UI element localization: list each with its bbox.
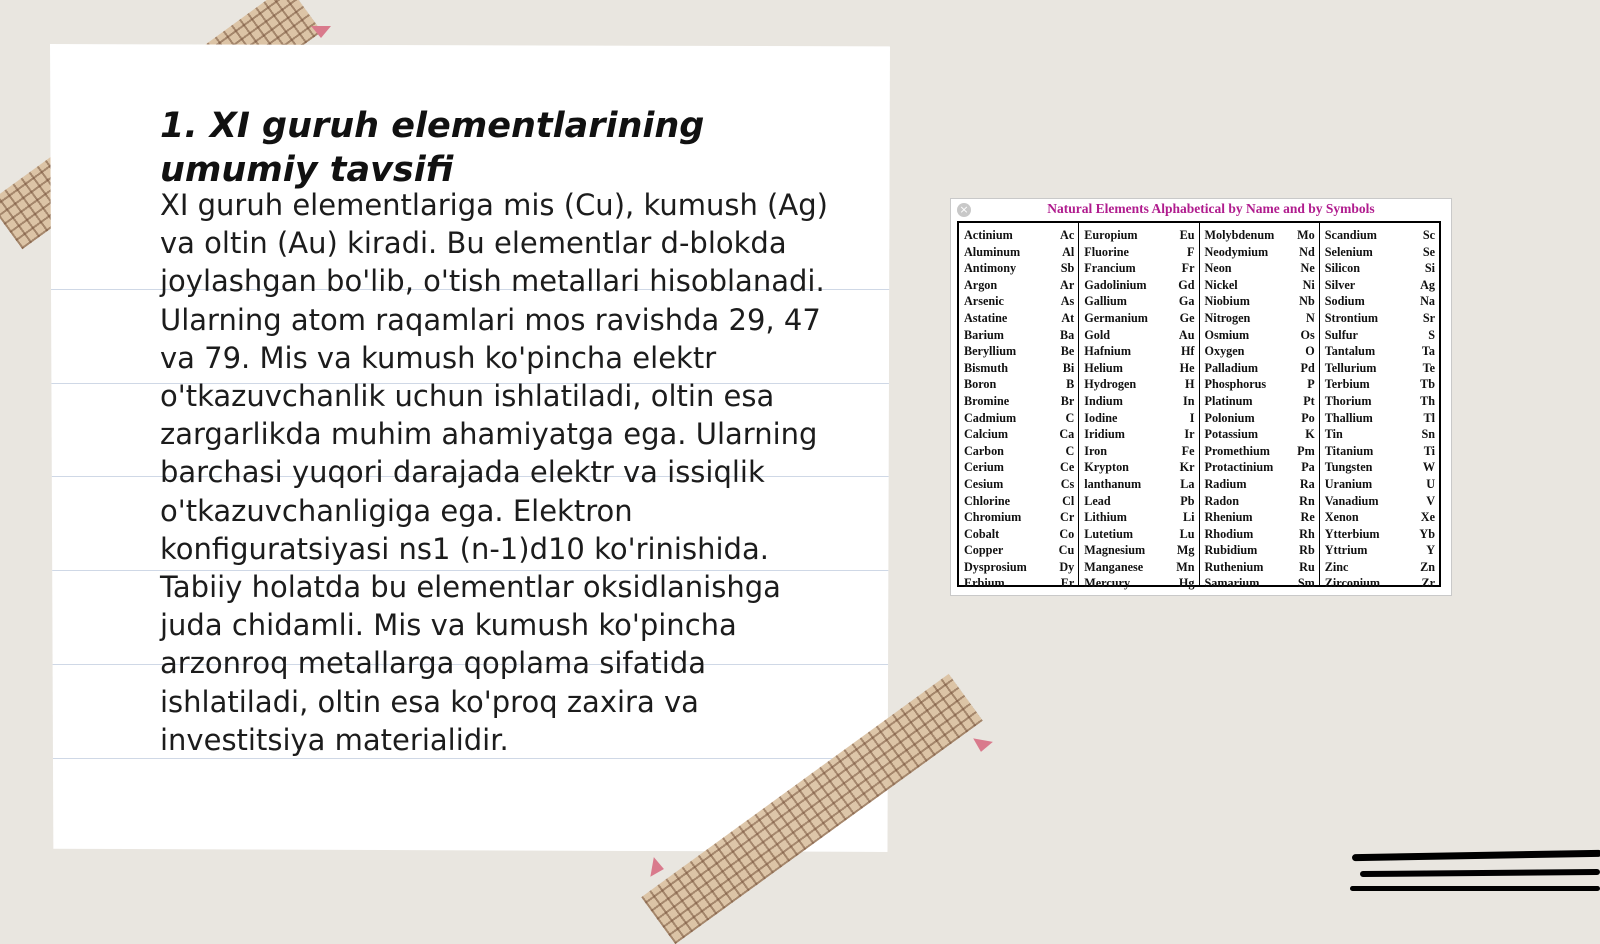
element-row [1325, 227, 1435, 244]
element-symbol: Sc [1422, 228, 1435, 242]
element-row [1205, 327, 1315, 344]
element-symbol: Mo [1297, 228, 1315, 242]
element-name: Sodium [1324, 294, 1365, 309]
element-name: Zinc [1324, 559, 1349, 574]
element-symbol: Ni [1302, 277, 1315, 292]
element-name: Gadolinium [1084, 277, 1147, 292]
element-name: Molybdenum [1204, 228, 1275, 242]
element-row [964, 559, 1074, 576]
element-row [964, 542, 1074, 559]
element-symbol: F [1187, 244, 1195, 259]
element-name: Krypton [1084, 460, 1129, 475]
element-symbol: Pm [1297, 443, 1315, 458]
element-name: Hafnium [1084, 344, 1131, 359]
element-row [1325, 360, 1435, 377]
element-name: Gallium [1084, 294, 1127, 309]
element-name: Promethium [1204, 443, 1270, 458]
element-name: Copper [964, 543, 1004, 558]
element-symbol: U [1426, 476, 1435, 491]
element-name: Tellurium [1324, 360, 1377, 375]
element-name: Europium [1084, 228, 1138, 242]
element-symbol: Er [1060, 576, 1075, 591]
element-name: Barium [964, 327, 1004, 342]
element-row [964, 393, 1074, 410]
element-symbol: Tl [1423, 410, 1435, 425]
element-symbol: I [1189, 410, 1195, 425]
element-row [1084, 244, 1194, 261]
element-row [964, 509, 1074, 526]
element-row [964, 410, 1074, 427]
element-symbol: Ir [1184, 427, 1195, 442]
element-name: Lithium [1084, 510, 1127, 525]
element-name: Carbon [964, 443, 1004, 458]
element-name: Neodymium [1204, 244, 1269, 259]
element-row [1205, 343, 1315, 360]
element-name: Titanium [1324, 443, 1374, 458]
element-name: Beryllium [964, 344, 1017, 359]
close-icon: × [957, 203, 971, 217]
element-symbol: B [1066, 377, 1075, 392]
element-name: Ytterbium [1324, 526, 1380, 541]
table-heading: Natural Elements Alphabetical by Name and by Symbols [1047, 201, 1375, 216]
element-row [1205, 443, 1315, 460]
element-row [1205, 575, 1315, 592]
element-symbol: Ga [1178, 294, 1195, 309]
element-row [964, 343, 1074, 360]
element-symbol: Nd [1299, 244, 1315, 259]
slide-title: 1. XI guruh elementlarining umumiy tavsifi [160, 106, 705, 190]
element-row [964, 575, 1074, 592]
elements-column [1319, 223, 1439, 591]
element-name: Helium [1084, 360, 1123, 375]
element-symbol: Ti [1423, 443, 1435, 458]
element-symbol: Te [1422, 360, 1435, 375]
element-row [1325, 343, 1435, 360]
element-row [1205, 542, 1315, 559]
element-row [964, 459, 1074, 476]
element-row [1084, 476, 1194, 493]
element-row [1205, 476, 1315, 493]
element-symbol: Ca [1059, 427, 1075, 442]
scribble-line-decoration [1350, 886, 1600, 891]
element-row [1084, 526, 1194, 543]
element-name: Iron [1084, 443, 1108, 458]
element-name: Niobium [1204, 294, 1250, 309]
element-symbol: Pd [1300, 360, 1315, 375]
element-symbol: At [1061, 310, 1075, 325]
element-symbol: Zr [1421, 576, 1435, 591]
element-row [1205, 559, 1315, 576]
element-symbol: Pt [1303, 393, 1315, 408]
element-symbol: C [1065, 443, 1075, 458]
element-row [1325, 459, 1435, 476]
element-symbol: Th [1420, 393, 1435, 408]
element-symbol: Se [1422, 244, 1435, 259]
element-name: Bismuth [964, 360, 1009, 375]
element-name: Actinium [964, 228, 1013, 242]
element-symbol: Ru [1299, 559, 1315, 574]
element-symbol: Cl [1062, 493, 1075, 508]
element-row [964, 293, 1074, 310]
element-symbol: Y [1426, 543, 1435, 558]
element-row [1325, 575, 1435, 592]
element-row [1205, 244, 1315, 261]
element-row [1084, 393, 1194, 410]
element-name: Mercury [1084, 576, 1131, 591]
element-symbol: Sb [1060, 261, 1075, 276]
element-symbol: Fr [1181, 261, 1195, 276]
element-row [1325, 443, 1435, 460]
element-name: Radon [1204, 493, 1240, 508]
element-name: Arsenic [964, 294, 1004, 309]
element-name: Rhodium [1204, 526, 1254, 541]
element-row [964, 227, 1074, 244]
element-row [1084, 559, 1194, 576]
element-name: Oxygen [1204, 344, 1245, 359]
element-row [1084, 459, 1194, 476]
element-symbol: C [1065, 410, 1075, 425]
element-symbol: Na [1420, 294, 1435, 309]
element-symbol: Pa [1301, 460, 1315, 475]
element-symbol: Br [1060, 393, 1075, 408]
element-symbol: Sm [1297, 576, 1315, 591]
element-row [1205, 426, 1315, 443]
element-name: Iridium [1084, 427, 1125, 442]
element-symbol: He [1179, 360, 1195, 375]
element-row [1325, 244, 1435, 261]
element-name: Silver [1324, 277, 1356, 292]
element-name: Thorium [1324, 393, 1372, 408]
element-symbol: Cs [1060, 476, 1075, 491]
element-name: Germanium [1084, 310, 1148, 325]
element-name: lanthanum [1084, 476, 1142, 491]
element-name: Nitrogen [1204, 310, 1251, 325]
element-name: Xenon [1324, 510, 1359, 525]
element-symbol: Po [1301, 410, 1315, 425]
element-row [1205, 360, 1315, 377]
element-row [1325, 526, 1435, 543]
element-name: Tin [1324, 427, 1343, 442]
element-row [1325, 376, 1435, 393]
element-symbol: Ge [1179, 310, 1195, 325]
element-name: Indium [1084, 393, 1123, 408]
pin-icon [971, 738, 993, 753]
pin-icon [311, 26, 331, 38]
element-name: Ruthenium [1204, 559, 1264, 574]
element-row [964, 426, 1074, 443]
element-symbol: O [1305, 344, 1315, 359]
element-symbol: Ar [1060, 277, 1075, 292]
element-symbol: Mn [1176, 559, 1195, 574]
element-row [1205, 393, 1315, 410]
element-name: Neon [1204, 261, 1232, 276]
element-name: Tungsten [1324, 460, 1373, 475]
element-row [964, 260, 1074, 277]
element-symbol: Sr [1422, 310, 1435, 325]
element-symbol: P [1307, 377, 1315, 392]
element-name: Iodine [1084, 410, 1118, 425]
element-row [1205, 310, 1315, 327]
element-name: Terbium [1324, 377, 1370, 392]
element-row [1084, 260, 1194, 277]
element-symbol: Ra [1299, 476, 1315, 491]
element-symbol: Yb [1419, 526, 1435, 541]
element-symbol: Cr [1060, 510, 1075, 525]
element-name: Chlorine [964, 493, 1011, 508]
element-symbol: Be [1060, 344, 1075, 359]
element-name: Zirconium [1324, 576, 1381, 591]
element-row [1205, 260, 1315, 277]
element-row [1325, 426, 1435, 443]
element-row [1084, 426, 1194, 443]
element-symbol: Ce [1060, 460, 1075, 475]
element-name: Palladium [1204, 360, 1258, 375]
elements-column [959, 223, 1078, 591]
element-row [1325, 393, 1435, 410]
element-symbol: Al [1062, 244, 1075, 259]
element-row [1325, 277, 1435, 294]
element-row [1205, 376, 1315, 393]
element-symbol: H [1185, 377, 1195, 392]
element-symbol: Hg [1178, 576, 1195, 591]
element-symbol: Dy [1059, 559, 1075, 574]
element-symbol: Au [1178, 327, 1195, 342]
element-name: Chromium [964, 510, 1022, 525]
element-row [1084, 343, 1194, 360]
element-name: Lead [1084, 493, 1111, 508]
element-name: Scandium [1324, 228, 1377, 242]
element-name: Protactinium [1204, 460, 1274, 475]
elements-column [1199, 223, 1319, 591]
element-symbol: Ac [1060, 228, 1075, 242]
element-row [1205, 293, 1315, 310]
element-symbol: S [1428, 327, 1435, 342]
element-name: Bromine [964, 393, 1010, 408]
slide-body-text: XI guruh elementlariga mis (Cu), kumush (Ag) va oltin (Au) kiradi. Bu elementlar d-blokda joylashgan bo'lib, o'tish metallari hisoblanadi. Ularning atom raqamlari mos ravishda 29, 47 va 79. Mis va kumush ko'pincha elektr o'tkazuvchanlik uchun ishlatiladi, oltin esa zargarlikda muhim ahamiyatga ega. Ularning barchasi yuqori darajada elektr va issiqlik o'tkazuvchanligiga ega. Elektron konfiguratsiyasi ns1 (n-1)d10 ko'rinishida. Tabiiy holatda bu elementlar oksidlanishga juda chidamli. Mis va kumush ko'pincha arzonroq metallarga qoplama sifatida ishlatiladi, oltin esa ko'proq zaxira va investitsiya materialidir. [160, 188, 828, 757]
element-row [1325, 542, 1435, 559]
scribble-line-decoration [1360, 869, 1600, 877]
element-symbol: Lu [1179, 526, 1195, 541]
element-row [1325, 476, 1435, 493]
element-name: Rubidium [1204, 543, 1258, 558]
element-symbol: Si [1424, 261, 1435, 276]
element-row [1205, 509, 1315, 526]
element-name: Calcium [964, 427, 1009, 442]
element-row [1084, 376, 1194, 393]
element-symbol: Os [1300, 327, 1315, 342]
element-row [1084, 493, 1194, 510]
element-name: Uranium [1324, 476, 1373, 491]
element-name: Fluorine [1084, 244, 1129, 259]
element-symbol: K [1305, 427, 1315, 442]
element-symbol: Hf [1180, 344, 1195, 359]
element-name: Samarium [1204, 576, 1260, 591]
element-symbol: Tb [1420, 377, 1435, 392]
pin-icon [650, 857, 665, 879]
element-name: Aluminum [964, 244, 1021, 259]
element-row [964, 493, 1074, 510]
element-symbol: In [1182, 393, 1195, 408]
element-name: Magnesium [1084, 543, 1146, 558]
element-name: Radium [1204, 476, 1247, 491]
elements-column [1078, 223, 1198, 591]
element-symbol: W [1422, 460, 1435, 475]
element-row [964, 376, 1074, 393]
element-symbol: Rh [1299, 526, 1315, 541]
element-row [964, 443, 1074, 460]
element-symbol: Fe [1181, 443, 1195, 458]
element-symbol: V [1426, 493, 1435, 508]
element-row [1205, 459, 1315, 476]
elements-table-image [950, 198, 1452, 596]
element-row [964, 277, 1074, 294]
element-row [1084, 293, 1194, 310]
element-symbol: Zn [1420, 559, 1435, 574]
element-name: Argon [964, 277, 998, 292]
element-name: Phosphorus [1204, 377, 1267, 392]
element-symbol: Gd [1178, 277, 1195, 292]
element-row [1205, 526, 1315, 543]
element-name: Cesium [964, 476, 1004, 491]
element-name: Tantalum [1324, 344, 1376, 359]
element-row [964, 327, 1074, 344]
element-name: Yttrium [1324, 543, 1368, 558]
element-symbol: Ta [1421, 344, 1435, 359]
element-row [964, 526, 1074, 543]
element-name: Dysprosium [964, 559, 1027, 574]
element-name: Thallium [1324, 410, 1373, 425]
element-name: Sulfur [1324, 327, 1358, 342]
element-symbol: Xe [1420, 510, 1435, 525]
element-row [1325, 509, 1435, 526]
elements-grid [957, 221, 1441, 591]
element-symbol: Sn [1421, 427, 1435, 442]
element-row [964, 360, 1074, 377]
element-name: Platinum [1204, 393, 1253, 408]
element-name: Silicon [1324, 261, 1360, 276]
element-row [1084, 410, 1194, 427]
element-name: Manganese [1084, 559, 1144, 574]
element-name: Francium [1084, 261, 1136, 276]
element-symbol: Ne [1300, 261, 1315, 276]
element-symbol: Rn [1299, 493, 1315, 508]
element-name: Erbium [964, 576, 1005, 591]
element-name: Astatine [964, 310, 1008, 325]
element-name: Cerium [964, 460, 1004, 475]
element-name: Hydrogen [1084, 377, 1137, 392]
element-name: Strontium [1324, 310, 1379, 325]
element-name: Lutetium [1084, 526, 1133, 541]
element-symbol: Mg [1176, 543, 1195, 558]
element-row [1084, 443, 1194, 460]
element-row [1325, 559, 1435, 576]
element-name: Osmium [1204, 327, 1250, 342]
element-name: Nickel [1204, 277, 1238, 292]
element-row [1084, 227, 1194, 244]
element-row [964, 310, 1074, 327]
element-symbol: Pb [1180, 493, 1195, 508]
element-name: Potassium [1204, 427, 1258, 442]
element-symbol: Nb [1299, 294, 1315, 309]
element-name: Polonium [1204, 410, 1255, 425]
element-row [1084, 360, 1194, 377]
element-row [1205, 410, 1315, 427]
element-row [1084, 509, 1194, 526]
element-row [1084, 310, 1194, 327]
element-row [1084, 542, 1194, 559]
element-symbol: Eu [1179, 228, 1195, 242]
element-row [1325, 260, 1435, 277]
element-symbol: Li [1182, 510, 1195, 525]
element-name: Boron [964, 377, 997, 392]
element-symbol: Bi [1062, 360, 1075, 375]
element-row [1325, 293, 1435, 310]
element-symbol: Rb [1299, 543, 1315, 558]
element-symbol: Ag [1420, 277, 1435, 292]
element-row [1084, 327, 1194, 344]
element-row [1084, 575, 1194, 592]
element-row [1325, 410, 1435, 427]
element-name: Selenium [1324, 244, 1373, 259]
element-row [964, 476, 1074, 493]
element-symbol: Kr [1179, 460, 1195, 475]
element-row [1325, 327, 1435, 344]
element-row [964, 244, 1074, 261]
element-name: Cadmium [964, 410, 1017, 425]
element-name: Cobalt [964, 526, 1000, 541]
element-row [1325, 310, 1435, 327]
element-row [1325, 493, 1435, 510]
element-name: Rhenium [1204, 510, 1253, 525]
element-row [1205, 227, 1315, 244]
element-name: Gold [1084, 327, 1110, 342]
element-name: Vanadium [1324, 493, 1379, 508]
element-row [1205, 493, 1315, 510]
element-name: Antimony [964, 261, 1017, 276]
element-row [1084, 277, 1194, 294]
element-symbol: Re [1300, 510, 1315, 525]
element-symbol: As [1060, 294, 1075, 309]
scribble-line-decoration [1352, 850, 1600, 861]
element-row [1205, 277, 1315, 294]
element-symbol: Co [1059, 526, 1075, 541]
element-symbol: N [1305, 310, 1315, 325]
element-symbol: Cu [1058, 543, 1075, 558]
element-symbol: Ba [1060, 327, 1075, 342]
element-symbol: La [1180, 476, 1195, 491]
